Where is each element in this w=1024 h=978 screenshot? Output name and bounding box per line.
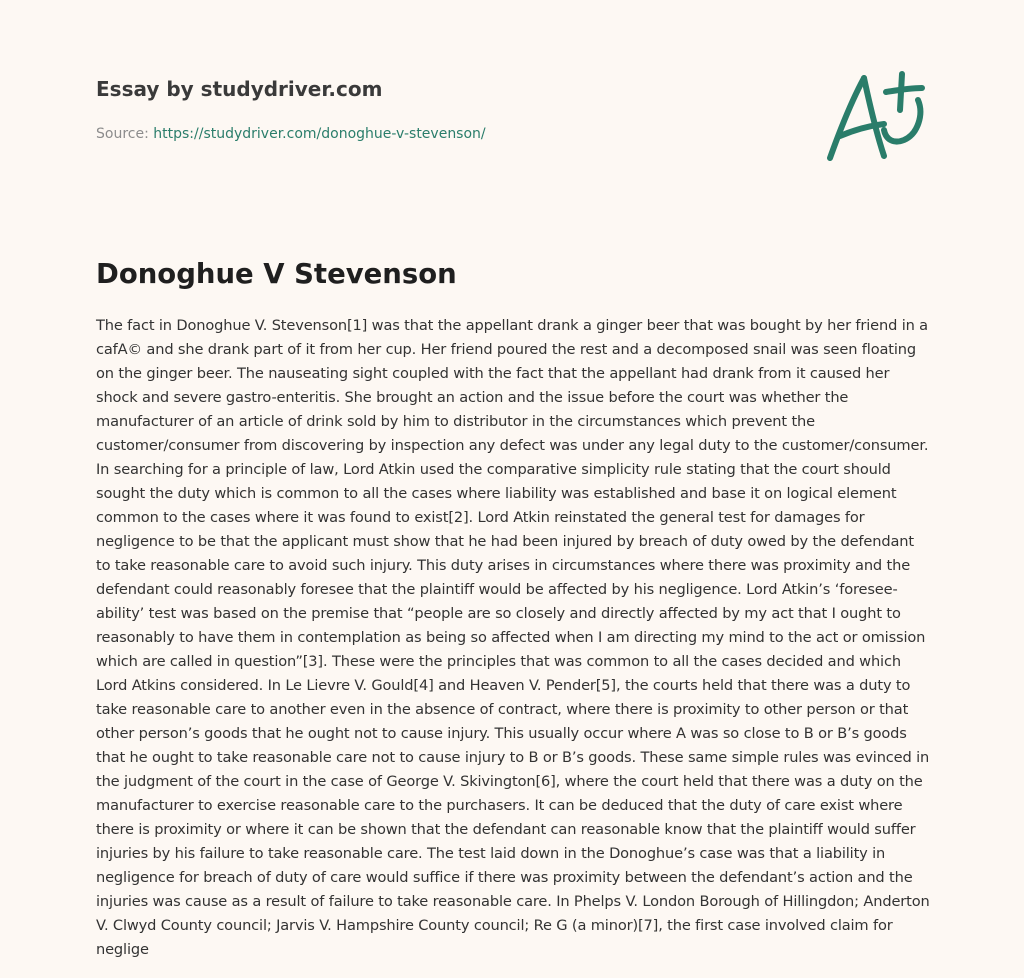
document-body: The fact in Donoghue V. Stevenson[1] was that the appellant drank a ginger beer that was bought by her friend in a cafA© and she drank part of it from her cup. Her friend poured the rest and a decomposed snail was seen floating on the ginger beer. The nauseating sight coupled with the fact that the appellant had drank from it caused her shock and severe gastro-enteritis. She brought an action and the issue before the court was whether the manufacturer of an article of drink sold by him to distributor in the circumstances which prevent the customer/consumer from discovering by inspection any defect was under any legal duty to the customer/consumer. In searching for a principle of law, Lord Atkin used the comparative simplicity rule stating that the court should sought the duty which is common to all the cases where liability was established and base it on logical element common to the cases where it was found to exist[2]. Lord Atkin reinstated the general test for damages for negligence to be that the applicant must show that he had been injured by breach of duty owed by the defendant to take reasonable care to avoid such injury. This duty arises in circumstances where there was proximity and the defendant could reasonably foresee that the plaintiff would be affected by his negligence. Lord Atkin’s ‘foresee-ability’ test was based on the premise that “people are so closely and directly affected by my act that I ought to reasonably to have them in contemplation as being so affected when I am directing my mind to the act or omission which are called in question”[3]. These were the principles that was common to all the cases decided and which Lord Atkins considered. In Le Lievre V. Gould[4] and Heaven V. Pender[5], the courts held that there was a duty to take reasonable care to another even in the absence of contract, where there is proximity to other person or that other person’s goods that he ought not to cause injury. This usually occur where A was so close to B or B’s goods that he ought to take reasonable care not to cause injury to B or B’s goods. These same simple rules was evinced in the judgment of the court in the case of George V. Skivington[6], where the court held that there was a duty on the manufacturer to exercise reasonable care to the purchasers. It can be deduced that the duty of care exist where there is proximity or where it can be shown that the defendant can reasonable know that the plaintiff would suffer injuries by his failure to take reasonable care. The test laid down in the Donoghue’s case was that a liability in negligence for breach of duty of care would suffice if there was proximity between the defendant’s action and the injuries was cause as a result of failure to take reasonable care. In Phelps V. London Borough of Hillingdon; Anderton V. Clwyd County council; Jarvis V. Hampshire County council; Re G (a minor)[7], the first case involved claim for neglige xyxy=(96,317,930,958)
site-title: Essay by studydriver.com xyxy=(96,77,383,101)
source-label: Source: xyxy=(96,126,149,142)
source-link[interactable]: https://studydriver.com/donoghue-v-stevenson/ xyxy=(153,126,486,142)
source-line xyxy=(96,124,796,144)
a-plus-logo-icon xyxy=(820,66,932,170)
page-header xyxy=(96,74,796,144)
document-title: Donoghue V Stevenson xyxy=(96,258,457,290)
